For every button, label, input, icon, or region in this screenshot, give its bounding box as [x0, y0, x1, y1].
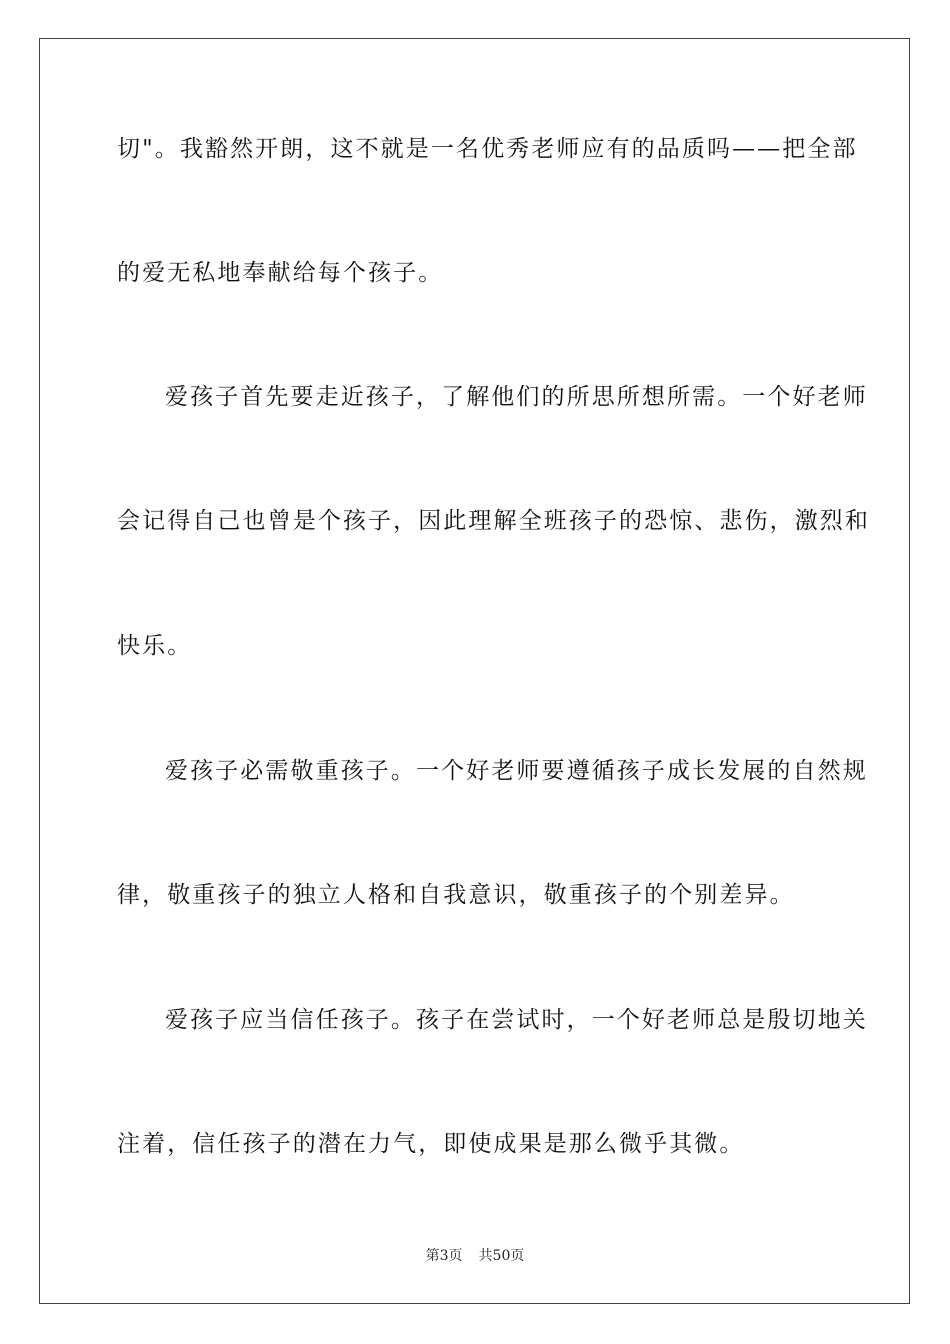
page-number: 第3页	[425, 1248, 463, 1264]
paragraph-start-line: 爱孩子应当信任孩子。孩子在尝试时，一个好老师总是殷切地关	[165, 1007, 868, 1033]
paragraph-start-line: 爱孩子必需敬重孩子。一个好老师要遵循孩子成长发展的自然规	[165, 758, 868, 784]
paragraph-start-line: 爱孩子首先要走近孩子，了解他们的所思所想所需。一个好老师	[165, 384, 868, 410]
text-line: 律，敬重孩子的独立人格和自我意识，敬重孩子的个别差异。	[117, 882, 795, 908]
text-line: 快乐。	[117, 633, 193, 659]
text-line: 切"。我豁然开朗，这不就是一名优秀老师应有的品质吗——把全部	[117, 136, 858, 162]
page-footer	[0, 1247, 950, 1265]
text-line: 注着，信任孩子的潜在力气，即使成果是那么微乎其微。	[117, 1131, 745, 1157]
page-frame	[39, 38, 910, 1304]
page-total: 共50页	[478, 1248, 525, 1264]
text-line: 会记得自己也曾是个孩子，因此理解全班孩子的恐惊、悲伤，激烈和	[117, 508, 870, 534]
text-line: 的爱无私地奉献给每个孩子。	[117, 260, 444, 286]
